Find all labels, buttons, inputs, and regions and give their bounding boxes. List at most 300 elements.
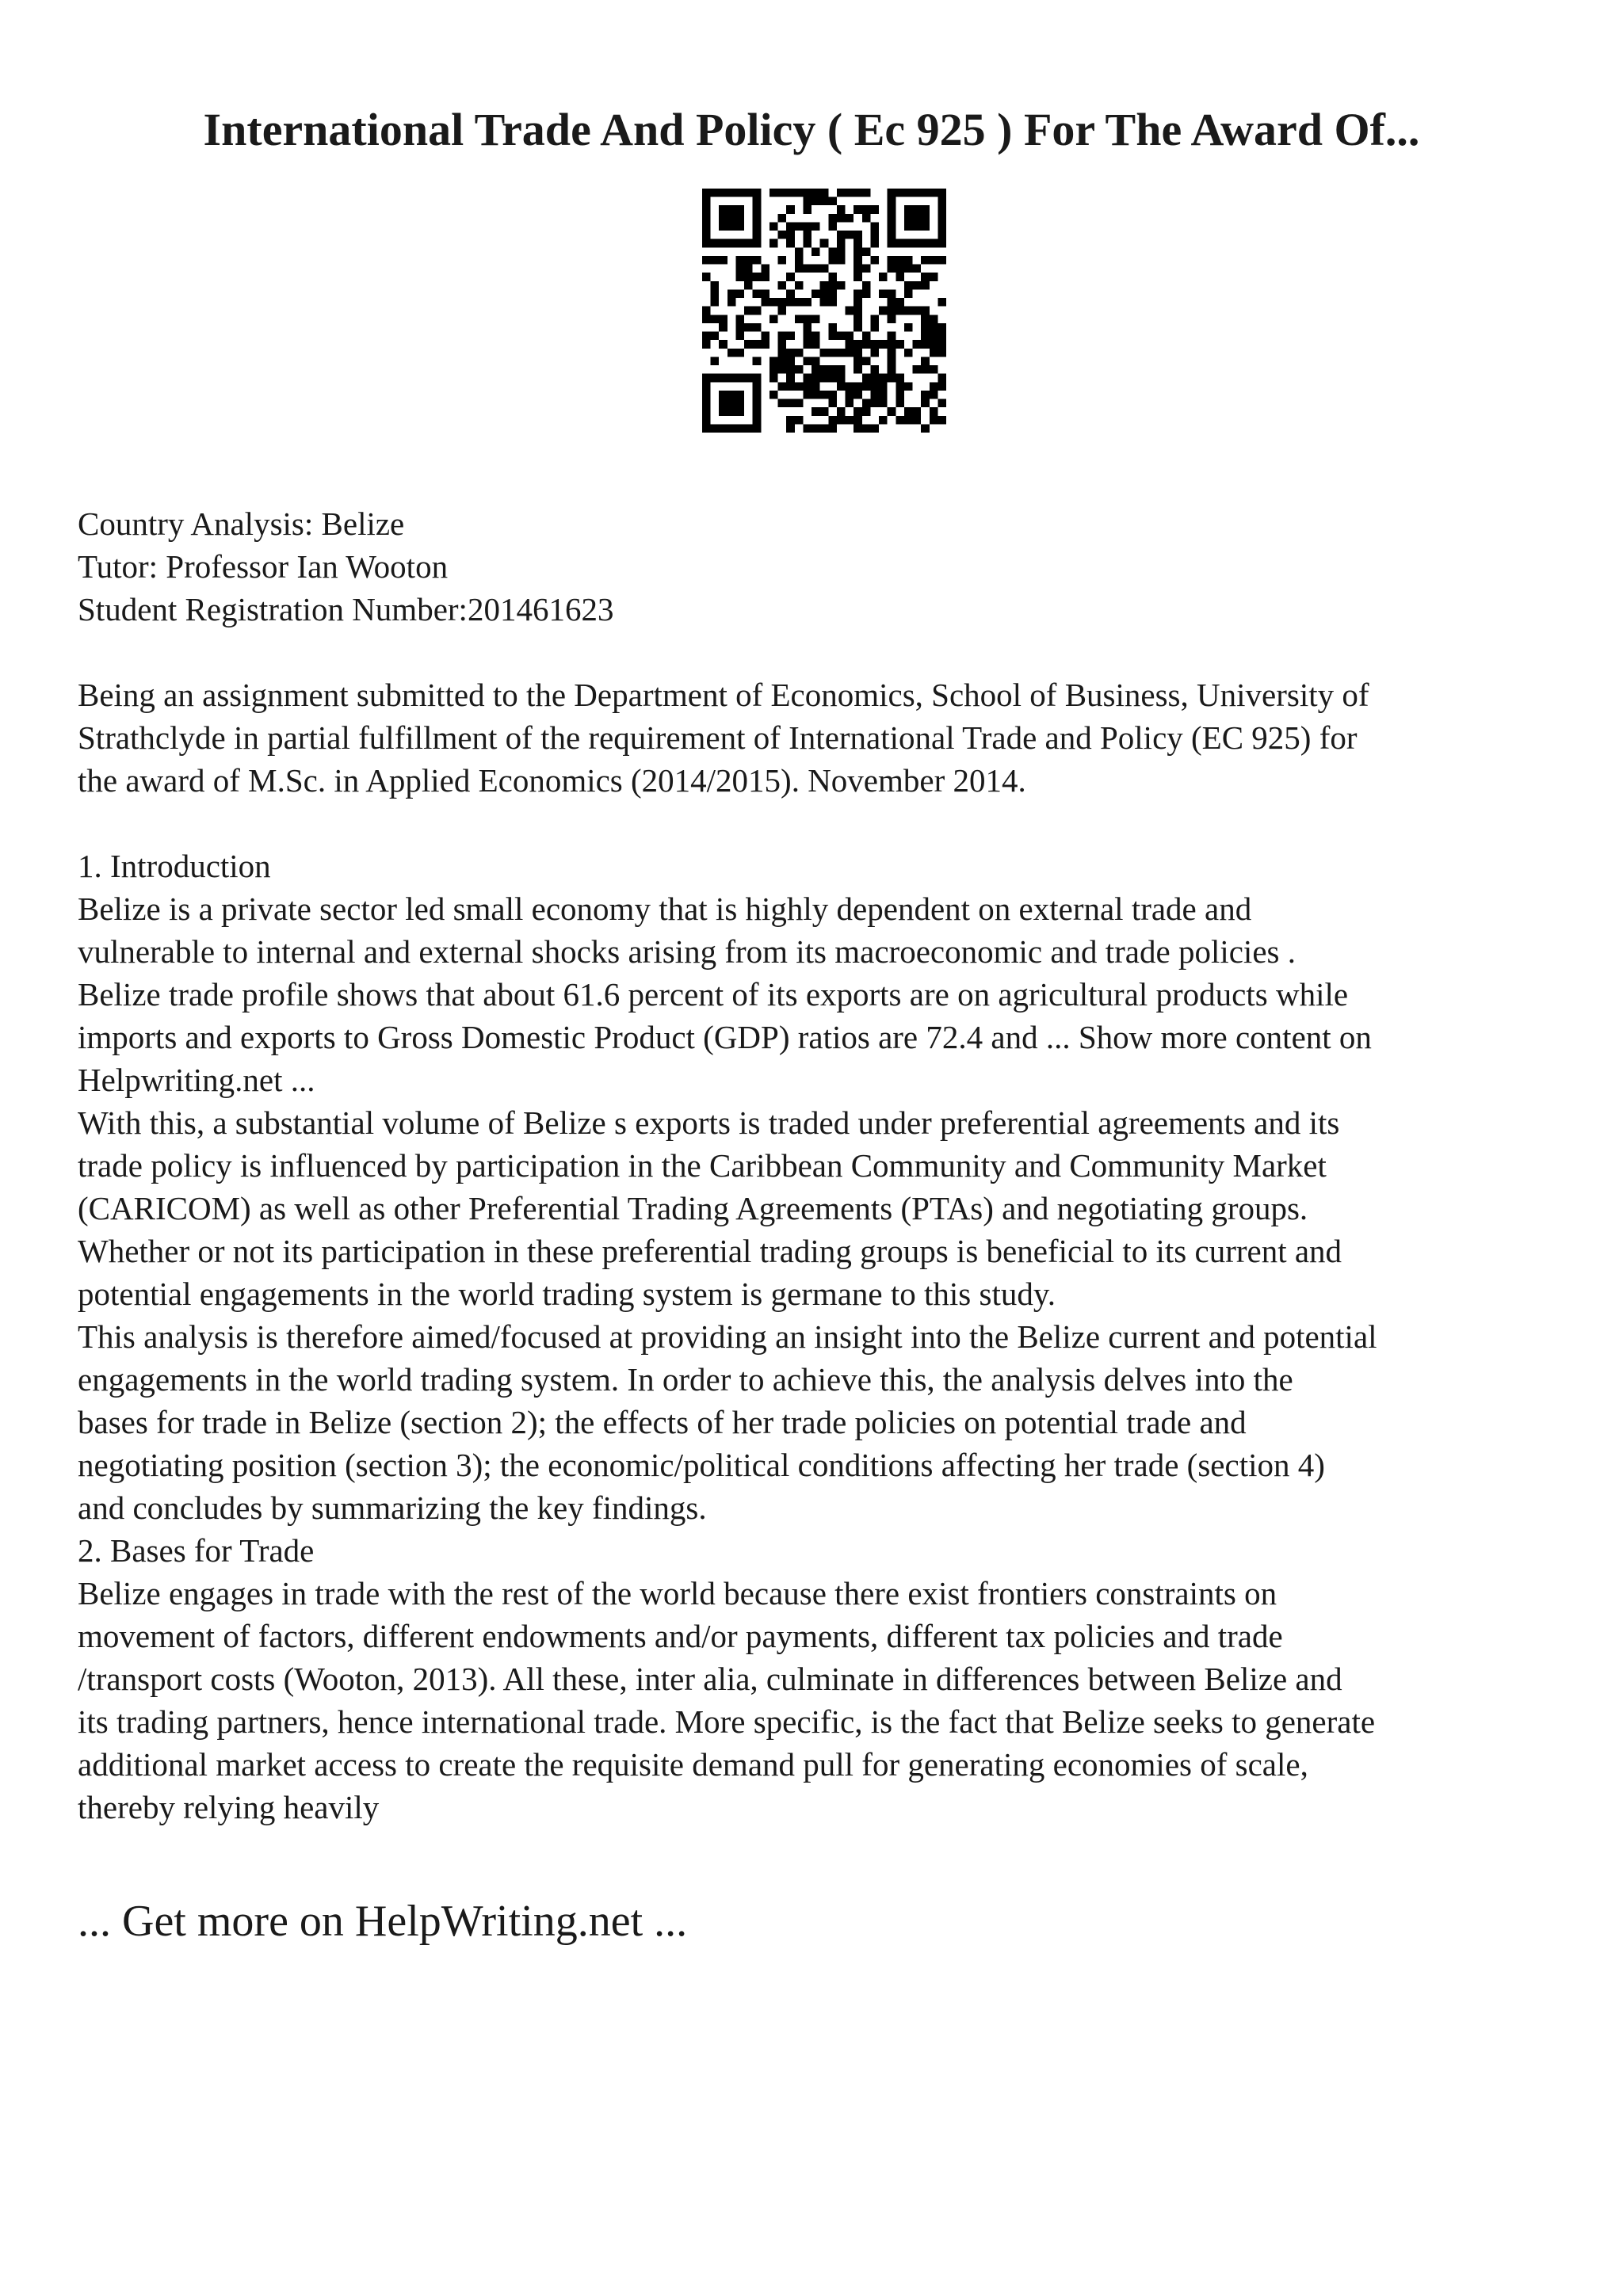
- qr-module: [904, 205, 913, 214]
- qr-module: [786, 231, 795, 239]
- qr-module: [711, 298, 720, 307]
- qr-module: [913, 340, 922, 349]
- qr-module: [837, 239, 846, 248]
- qr-module: [837, 205, 846, 214]
- qr-module: [938, 349, 946, 357]
- qr-module: [888, 332, 896, 341]
- qr-module: [837, 256, 846, 265]
- qr-module: [753, 307, 762, 315]
- qr-module: [820, 289, 829, 298]
- qr-module: [930, 416, 938, 425]
- qr-module: [896, 391, 904, 399]
- qr-module: [735, 399, 744, 408]
- qr-module: [913, 265, 922, 273]
- qr-module: [820, 281, 829, 290]
- qr-module: [930, 189, 938, 197]
- qr-module: [761, 340, 769, 349]
- qr-module: [778, 382, 787, 391]
- qr-module: [719, 214, 727, 223]
- qr-module: [711, 239, 720, 248]
- qr-module: [702, 340, 711, 349]
- qr-module: [854, 323, 862, 332]
- qr-module: [938, 189, 946, 197]
- qr-module: [896, 382, 904, 391]
- qr-module: [786, 289, 795, 298]
- qr-module: [753, 231, 762, 239]
- qr-module: [761, 332, 769, 341]
- qr-module: [854, 416, 862, 425]
- qr-module: [753, 357, 762, 365]
- qr-module: [753, 407, 762, 416]
- qr-module: [837, 416, 846, 425]
- qr-module: [930, 273, 938, 281]
- qr-module: [735, 323, 744, 332]
- qr-module: [820, 265, 829, 273]
- qr-module: [761, 289, 769, 298]
- body-text: [78, 845, 1568, 1829]
- qr-module: [719, 399, 727, 408]
- qr-module: [888, 239, 896, 248]
- qr-module: [727, 298, 736, 307]
- qr-module: [753, 197, 762, 206]
- qr-module: [862, 357, 871, 365]
- qr-module: [711, 256, 720, 265]
- document-title: International Trade And Policy ( Ec 925 ) For The Award Of...: [203, 104, 1420, 155]
- qr-module: [702, 231, 711, 239]
- qr-module: [888, 340, 896, 349]
- qr-module: [938, 231, 946, 239]
- qr-module: [828, 399, 837, 408]
- qr-module: [761, 265, 769, 273]
- body-line: vulnerable to internal and external shocks arising from its macroeconomic and trade policies .: [78, 933, 1296, 970]
- qr-module: [719, 189, 727, 197]
- qr-module: [812, 197, 820, 206]
- qr-module: [828, 289, 837, 298]
- qr-module: [828, 323, 837, 332]
- qr-module: [786, 298, 795, 307]
- qr-module: [930, 315, 938, 323]
- qr-module: [870, 349, 879, 357]
- qr-module: [828, 214, 837, 223]
- qr-module: [769, 357, 778, 365]
- qr-module: [913, 416, 922, 425]
- qr-module: [735, 332, 744, 341]
- qr-module: [854, 273, 862, 281]
- qr-module: [702, 382, 711, 391]
- qr-module: [719, 256, 727, 265]
- qr-module: [879, 307, 888, 315]
- qr-module: [727, 214, 736, 223]
- qr-module: [870, 222, 879, 231]
- qr-module: [820, 349, 829, 357]
- qr-module: [769, 239, 778, 248]
- qr-module: [846, 231, 854, 239]
- qr-module: [812, 391, 820, 399]
- qr-module: [846, 391, 854, 399]
- qr-module: [854, 189, 862, 197]
- qr-module: [921, 239, 930, 248]
- qr-module: [862, 374, 871, 383]
- qr-module: [904, 256, 913, 265]
- qr-module: [921, 365, 930, 374]
- qr-module: [711, 424, 720, 433]
- qr-module: [812, 315, 820, 323]
- qr-module: [828, 332, 837, 341]
- qr-module: [921, 189, 930, 197]
- qr-module: [854, 315, 862, 323]
- qr-module: [854, 424, 862, 433]
- qr-module: [744, 307, 753, 315]
- qr-module: [896, 374, 904, 383]
- qr-module: [803, 222, 812, 231]
- qr-module: [938, 197, 946, 206]
- qr-module: [870, 315, 879, 323]
- qr-module: [812, 424, 820, 433]
- qr-module: [727, 205, 736, 214]
- qr-module: [854, 265, 862, 273]
- qr-module: [854, 256, 862, 265]
- qr-module: [778, 365, 787, 374]
- qr-module: [786, 189, 795, 197]
- qr-module: [786, 416, 795, 425]
- qr-module: [735, 256, 744, 265]
- qr-module: [904, 281, 913, 290]
- qr-module: [870, 256, 879, 265]
- qr-module: [846, 307, 854, 315]
- qr-module: [735, 222, 744, 231]
- qr-module: [727, 407, 736, 416]
- qr-module: [812, 332, 820, 341]
- statement-line: the award of M.Sc. in Applied Economics (2014/2015). November 2014.: [78, 762, 1026, 799]
- qr-module: [744, 273, 753, 281]
- qr-module: [702, 374, 711, 383]
- qr-module: [820, 424, 829, 433]
- qr-module: [913, 407, 922, 416]
- meta-line-country: Country Analysis: Belize: [78, 505, 405, 542]
- qr-module: [896, 256, 904, 265]
- qr-module: [778, 214, 787, 223]
- qr-module: [879, 416, 888, 425]
- qr-module: [727, 374, 736, 383]
- qr-module: [888, 205, 896, 214]
- qr-module: [837, 365, 846, 374]
- qr-module: [870, 382, 879, 391]
- qr-module: [744, 424, 753, 433]
- qr-module: [735, 424, 744, 433]
- qr-module: [735, 214, 744, 223]
- qr-module: [846, 399, 854, 408]
- qr-module: [921, 340, 930, 349]
- get-more-link[interactable]: ... Get more on HelpWriting.net ...: [78, 1897, 688, 1946]
- body-line: engagements in the world trading system. In order to achieve this, the analysis delves into the: [78, 1361, 1293, 1398]
- body-line: With this, a substantial volume of Belize s exports is traded under preferential agreements and its: [78, 1104, 1340, 1141]
- qr-code: [702, 189, 946, 433]
- qr-module: [711, 374, 720, 383]
- qr-module: [786, 382, 795, 391]
- qr-module: [753, 424, 762, 433]
- qr-module: [812, 222, 820, 231]
- qr-module: [803, 391, 812, 399]
- qr-module: [862, 289, 871, 298]
- qr-module: [735, 265, 744, 273]
- qr-module: [786, 374, 795, 383]
- qr-module: [719, 391, 727, 399]
- qr-module: [803, 374, 812, 383]
- qr-module: [904, 382, 913, 391]
- qr-module: [879, 340, 888, 349]
- qr-module: [888, 298, 896, 307]
- qr-module: [896, 239, 904, 248]
- qr-module: [879, 399, 888, 408]
- qr-module: [719, 323, 727, 332]
- qr-module: [870, 323, 879, 332]
- qr-module: [753, 416, 762, 425]
- qr-module: [753, 391, 762, 399]
- qr-module: [702, 256, 711, 265]
- qr-module: [795, 247, 804, 256]
- qr-module: [744, 281, 753, 290]
- qr-module: [820, 374, 829, 383]
- body-line: trade policy is influenced by participation in the Caribbean Community and Community Market: [78, 1147, 1327, 1184]
- qr-module: [735, 273, 744, 281]
- qr-module: [803, 323, 812, 332]
- qr-module: [727, 391, 736, 399]
- qr-module: [820, 189, 829, 197]
- qr-module: [938, 298, 946, 307]
- qr-module: [795, 399, 804, 408]
- qr-module: [854, 239, 862, 248]
- qr-module: [735, 205, 744, 214]
- qr-module: [888, 374, 896, 383]
- qr-module: [837, 247, 846, 256]
- qr-module: [828, 298, 837, 307]
- qr-module: [913, 365, 922, 374]
- meta-line-registration: Student Registration Number:201461623: [78, 591, 614, 627]
- qr-module: [938, 222, 946, 231]
- qr-module: [854, 349, 862, 357]
- qr-module: [896, 399, 904, 408]
- qr-module: [803, 424, 812, 433]
- qr-module: [719, 340, 727, 349]
- qr-module: [735, 239, 744, 248]
- qr-module: [862, 332, 871, 341]
- qr-module: [719, 239, 727, 248]
- body-line: negotiating position (section 3); the economic/political conditions affecting her trade (section 4): [78, 1447, 1325, 1483]
- qr-module: [795, 281, 804, 290]
- qr-module: [702, 214, 711, 223]
- qr-module: [828, 391, 837, 399]
- qr-module: [812, 407, 820, 416]
- qr-module: [769, 315, 778, 323]
- qr-module: [786, 239, 795, 248]
- qr-module: [828, 197, 837, 206]
- qr-module: [820, 298, 829, 307]
- qr-module: [795, 222, 804, 231]
- qr-module: [862, 340, 871, 349]
- qr-module: [761, 273, 769, 281]
- qr-module: [828, 374, 837, 383]
- qr-module: [904, 307, 913, 315]
- qr-module: [837, 349, 846, 357]
- qr-module: [888, 265, 896, 273]
- qr-module: [719, 424, 727, 433]
- qr-module: [921, 357, 930, 365]
- qr-module: [930, 382, 938, 391]
- qr-module: [938, 416, 946, 425]
- qr-module: [812, 357, 820, 365]
- qr-module: [921, 281, 930, 290]
- qr-module: [719, 222, 727, 231]
- qr-module: [896, 340, 904, 349]
- qr-module: [735, 349, 744, 357]
- qr-module: [795, 256, 804, 265]
- qr-module: [888, 315, 896, 323]
- qr-module: [854, 365, 862, 374]
- qr-module: [938, 323, 946, 332]
- qr-module: [753, 189, 762, 197]
- qr-module: [786, 357, 795, 365]
- qr-module: [930, 340, 938, 349]
- qr-module: [862, 382, 871, 391]
- qr-module: [735, 315, 744, 323]
- qr-module: [862, 205, 871, 214]
- qr-module: [913, 239, 922, 248]
- qr-module: [938, 399, 946, 408]
- qr-module: [862, 281, 871, 290]
- qr-module: [938, 239, 946, 248]
- qr-module: [812, 247, 820, 256]
- qr-module: [870, 391, 879, 399]
- qr-module: [795, 315, 804, 323]
- qr-code-graphic: [702, 189, 946, 433]
- body-line: Belize trade profile shows that about 61.6 percent of its exports are on agricultural products while: [78, 976, 1349, 1013]
- qr-module: [735, 289, 744, 298]
- qr-module: [828, 222, 837, 231]
- qr-module: [778, 340, 787, 349]
- body-line: (CARICOM) as well as other Preferential Trading Agreements (PTAs) and negotiating groups.: [78, 1190, 1308, 1226]
- qr-module: [870, 374, 879, 383]
- qr-module: [846, 189, 854, 197]
- qr-module: [896, 307, 904, 315]
- qr-module: [753, 256, 762, 265]
- qr-module: [778, 298, 787, 307]
- qr-module: [803, 239, 812, 248]
- qr-module: [896, 273, 904, 281]
- qr-module: [719, 407, 727, 416]
- qr-module: [803, 357, 812, 365]
- qr-module: [702, 407, 711, 416]
- qr-module: [938, 374, 946, 383]
- qr-module: [854, 382, 862, 391]
- qr-module: [854, 247, 862, 256]
- qr-module: [744, 189, 753, 197]
- body-line: /transport costs (Wooton, 2013). All these, inter alia, culminate in differences between Belize and: [78, 1661, 1342, 1697]
- qr-module: [921, 424, 930, 433]
- qr-module: [837, 407, 846, 416]
- qr-module: [837, 332, 846, 341]
- qr-module: [735, 391, 744, 399]
- qr-module: [744, 340, 753, 349]
- qr-module: [727, 189, 736, 197]
- qr-module: [820, 197, 829, 206]
- qr-module: [803, 315, 812, 323]
- body-line: and concludes by summarizing the key findings.: [78, 1489, 707, 1526]
- qr-module: [702, 315, 711, 323]
- meta-line-tutor: Tutor: Professor Ian Wooton: [78, 548, 449, 585]
- qr-module: [778, 256, 787, 265]
- body-line: Belize is a private sector led small economy that is highly dependent on external trade and: [78, 891, 1252, 927]
- qr-module: [702, 399, 711, 408]
- qr-module: [870, 231, 879, 239]
- qr-module: [888, 357, 896, 365]
- qr-module: [879, 382, 888, 391]
- qr-module: [854, 289, 862, 298]
- qr-module: [744, 323, 753, 332]
- qr-module: [702, 273, 711, 281]
- qr-module: [812, 289, 820, 298]
- qr-module: [795, 349, 804, 357]
- qr-module: [896, 265, 904, 273]
- qr-module: [778, 332, 787, 341]
- qr-module: [778, 189, 787, 197]
- qr-module: [778, 357, 787, 365]
- qr-module: [938, 214, 946, 223]
- qr-module: [938, 256, 946, 265]
- qr-module: [938, 332, 946, 341]
- qr-module: [711, 332, 720, 341]
- qr-module: [904, 214, 913, 223]
- qr-module: [744, 265, 753, 273]
- qr-module: [727, 289, 736, 298]
- qr-module: [930, 407, 938, 416]
- qr-module: [837, 382, 846, 391]
- qr-module: [904, 189, 913, 197]
- body-line: bases for trade in Belize (section 2); the effects of her trade policies on potential trade and: [78, 1404, 1247, 1440]
- qr-module: [879, 374, 888, 383]
- qr-module: [938, 205, 946, 214]
- qr-module: [803, 382, 812, 391]
- qr-module: [795, 298, 804, 307]
- qr-module: [888, 307, 896, 315]
- qr-module: [862, 407, 871, 416]
- statement-line: Being an assignment submitted to the Department of Economics, School of Business, University of: [78, 677, 1369, 713]
- qr-module: [778, 307, 787, 315]
- qr-module: [769, 374, 778, 383]
- qr-module: [921, 205, 930, 214]
- qr-module: [719, 315, 727, 323]
- qr-module: [702, 222, 711, 231]
- qr-module: [930, 332, 938, 341]
- qr-module: [753, 374, 762, 383]
- qr-module: [778, 349, 787, 357]
- qr-module: [702, 307, 711, 315]
- qr-module: [753, 239, 762, 248]
- qr-module: [702, 424, 711, 433]
- qr-module: [837, 189, 846, 197]
- qr-module: [828, 424, 837, 433]
- qr-module: [795, 265, 804, 273]
- qr-module: [711, 281, 720, 290]
- qr-module: [812, 365, 820, 374]
- qr-module: [921, 315, 930, 323]
- qr-module: [786, 205, 795, 214]
- qr-module: [769, 391, 778, 399]
- qr-module: [862, 265, 871, 273]
- qr-module: [904, 222, 913, 231]
- qr-module: [862, 424, 871, 433]
- qr-module: [786, 222, 795, 231]
- qr-module: [744, 256, 753, 265]
